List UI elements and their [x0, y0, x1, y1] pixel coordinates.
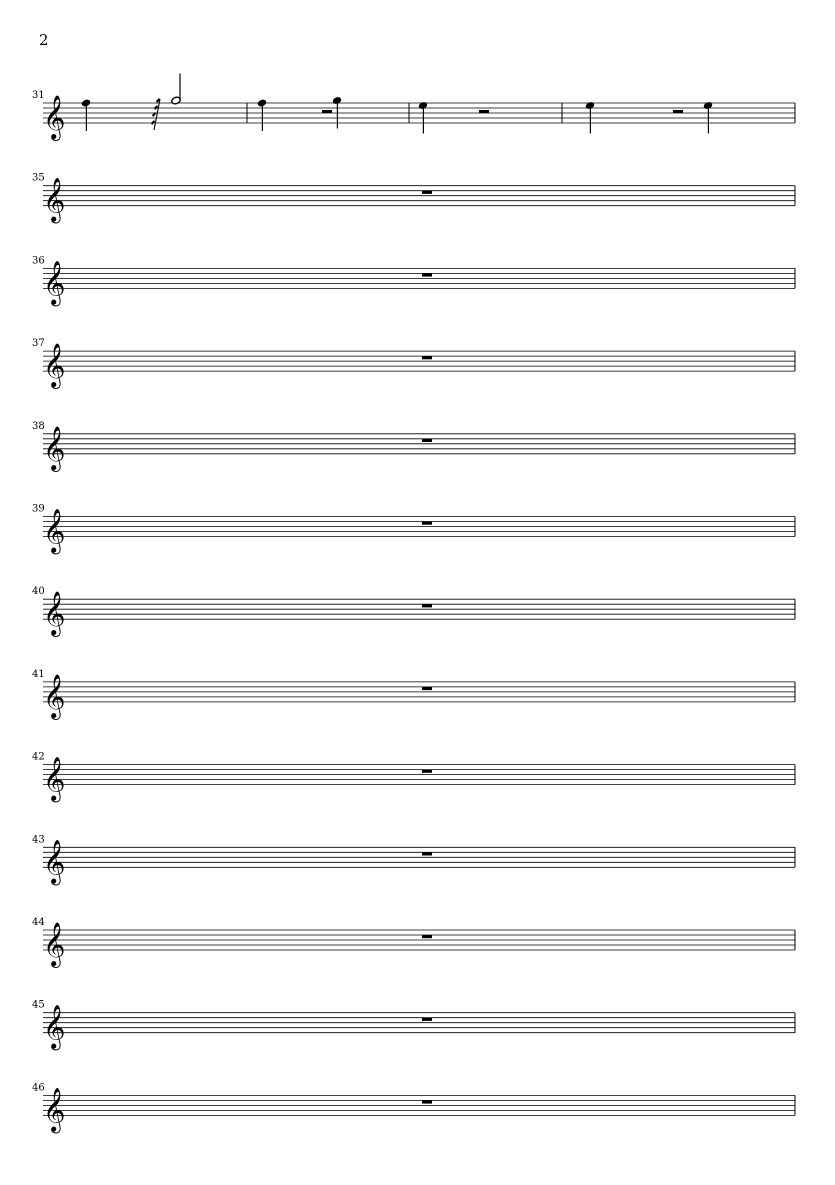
treble-clef-icon: 𝄞	[43, 1004, 66, 1049]
staff-system	[32, 421, 795, 472]
measure-number: 35	[32, 172, 45, 184]
measure-number: 43	[32, 834, 45, 846]
measure-number: 42	[32, 751, 45, 763]
treble-clef-icon: 𝄞	[43, 673, 66, 718]
measure-number: 46	[32, 1082, 45, 1094]
whole-rest	[422, 439, 432, 442]
treble-clef-icon: 𝄞	[43, 756, 66, 801]
treble-clef-icon: 𝄞	[43, 591, 66, 636]
measure-number: 38	[32, 420, 45, 432]
treble-clef-icon: 𝄞	[43, 1087, 66, 1132]
whole-rest	[422, 935, 432, 938]
staff-system	[32, 669, 795, 720]
staff-system	[32, 752, 795, 803]
measure-number: 40	[32, 586, 45, 598]
treble-clef-icon: 𝄞	[43, 343, 66, 388]
measure-number: 36	[32, 255, 45, 267]
whole-rest	[422, 356, 432, 359]
half-rest	[479, 110, 489, 113]
treble-clef-icon: 𝄞	[43, 922, 66, 966]
treble-clef-icon: 𝄞	[43, 425, 66, 470]
half-rest	[673, 110, 683, 113]
whole-rest	[422, 604, 432, 607]
whole-rest	[422, 852, 432, 855]
measure-number: 39	[32, 503, 45, 515]
measure-number: 44	[32, 917, 45, 928]
whole-rest	[422, 1100, 432, 1103]
whole-rest	[422, 522, 432, 525]
measure-number: 41	[32, 668, 45, 680]
staff-system	[32, 1000, 795, 1051]
treble-clef-icon: 𝄞	[43, 95, 66, 139]
treble-clef-icon: 𝄞	[43, 177, 66, 222]
staff-system	[32, 74, 795, 142]
measure-number: 45	[32, 999, 45, 1011]
staff-system	[32, 173, 795, 224]
staff-system	[32, 255, 795, 306]
staff-system	[32, 338, 795, 389]
staff-system	[32, 834, 795, 885]
treble-clef-icon: 𝄞	[43, 839, 66, 884]
whole-rest	[422, 770, 432, 773]
staff-system	[32, 917, 795, 968]
measure-number: 31	[32, 90, 45, 101]
treble-clef-icon: 𝄞	[43, 508, 66, 553]
half-rest	[322, 110, 332, 113]
whole-rest	[422, 273, 432, 276]
treble-clef-icon: 𝄞	[43, 260, 66, 305]
whole-rest	[422, 191, 432, 194]
staff-system	[32, 586, 795, 637]
whole-rest	[422, 1018, 432, 1021]
whole-rest	[422, 687, 432, 690]
staff-system	[32, 1082, 795, 1133]
page-number: 2	[39, 31, 49, 49]
staff-system	[32, 504, 795, 555]
measure-number: 37	[32, 338, 45, 350]
